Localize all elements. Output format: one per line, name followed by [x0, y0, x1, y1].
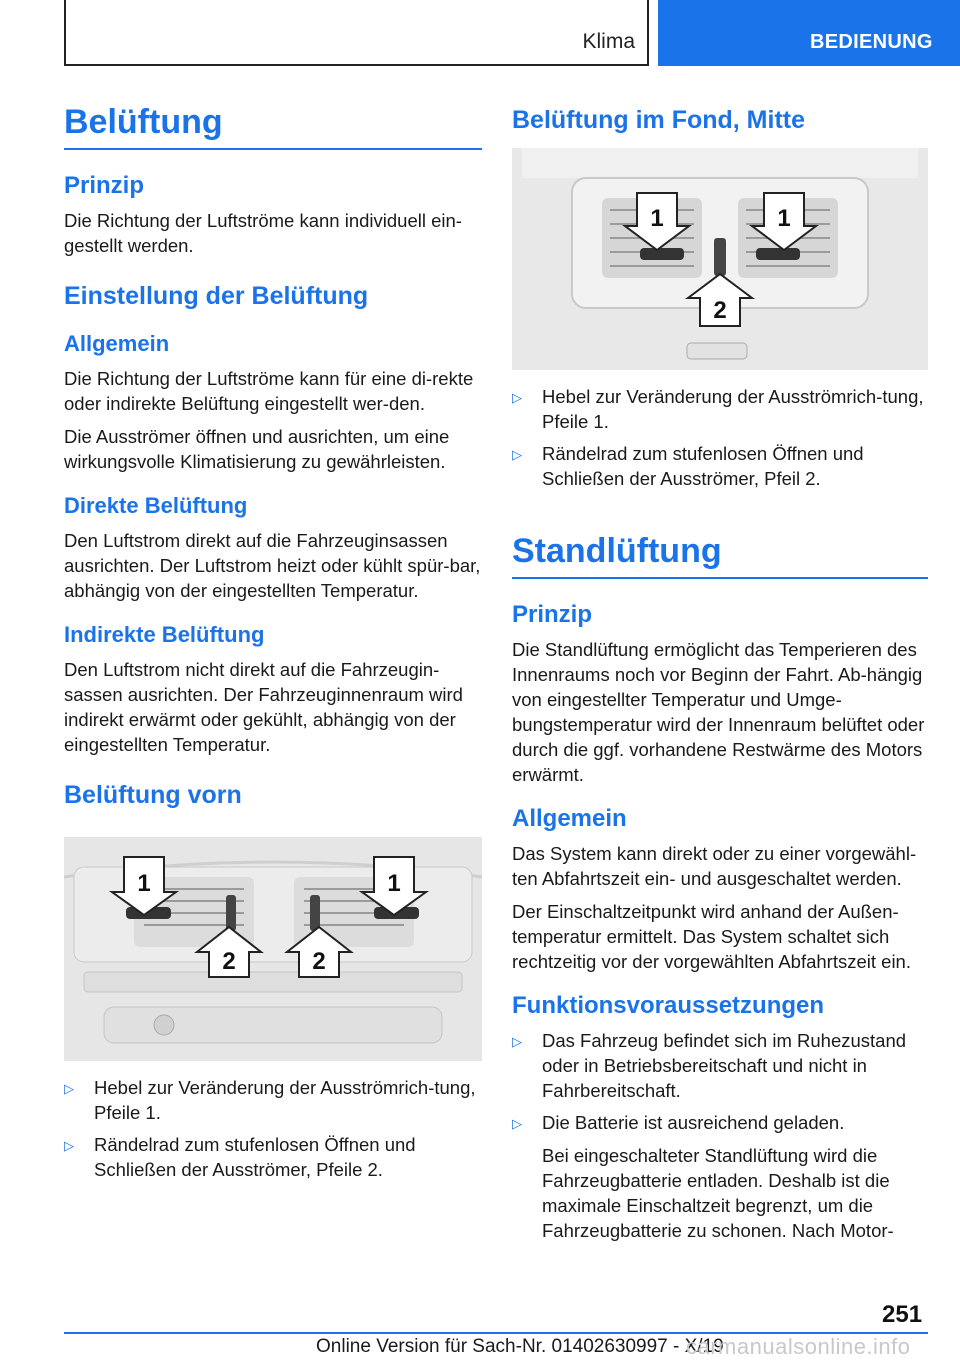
text-direkte: Den Luftstrom direkt auf die Fahrzeuginsassen ausrichten. Der Luftstrom heizt oder kühlt spür-bar, abhängig von der eingestellten Temperatur.	[64, 530, 481, 601]
heading-direkte: Direkte Belüftung	[64, 493, 248, 518]
label-2-right: 2	[312, 948, 326, 975]
rear-right-lever	[756, 248, 800, 260]
heading-funktionsvoraussetzungen: Funktionsvoraussetzungen	[512, 992, 825, 1019]
list-item: ▷ Rändelrad zum stufenlosen Öffnen und Schließen der Ausströmer, Pfeil 2.	[512, 443, 864, 489]
triangle-bullet-icon: ▷	[512, 390, 522, 405]
list-item: ▷ Rändelrad zum stufenlosen Öffnen und Schließen der Ausströmer, Pfeile 2.	[64, 1134, 416, 1180]
front-vent-legend	[64, 1075, 482, 1182]
list-item: ▷ Die Batterie ist ausreichend geladen. Bei eingeschalteter Standlüftung wird die Fahrzeugbatterie entladen. Deshalb ist die maximale Einschaltzeit begrenzt, um die Fahrzeugbatterie zu schonen. Nach Motor-	[512, 1110, 928, 1243]
list-item: ▷ Das Fahrzeug befindet sich im Ruhezustand oder in Betriebsbereitschaft und nicht in Fahrbereitschaft.	[512, 1030, 907, 1101]
left-column	[64, 100, 482, 1182]
front-dashboard-vents-illustration	[64, 837, 482, 1061]
list-item: ▷ Hebel zur Veränderung der Ausströmrich-tung, Pfeile 1.	[512, 386, 924, 432]
header-chapter-tab[interactable]: BEDIENUNG	[658, 0, 960, 66]
heading-prinzip-stand: Prinzip	[512, 601, 593, 628]
right-column	[512, 100, 928, 1243]
front-right-thumbwheel	[310, 895, 320, 931]
heading-allgemein: Allgemein	[64, 331, 170, 356]
footer-online-version: Online Version für Sach-Nr. 01402630997 - X/19	[316, 1336, 724, 1357]
rear-left-lever	[640, 248, 684, 260]
figure-front-vents	[64, 837, 482, 1061]
label-1-right: 1	[387, 870, 401, 897]
text-funktion-sub: Bei eingeschalteter Standlüftung wird die Fahrzeugbatterie entladen. Deshalb ist die maximale Einschaltzeit begrenzt, um die Fahrzeugbatterie zu schonen. Nach Motor-	[542, 1145, 894, 1241]
rear-label-1-right: 1	[777, 205, 791, 232]
heading-belueftung: Belüftung	[64, 100, 482, 150]
label-1-left: 1	[137, 870, 151, 897]
header-section-title: Klima	[582, 30, 635, 53]
text-prinzip: Die Richtung der Luftströme kann individuell ein-gestellt werden.	[64, 210, 462, 256]
triangle-bullet-icon: ▷	[64, 1138, 74, 1153]
header-section-box	[64, 0, 649, 66]
heading-vorn: Belüftung vorn	[64, 781, 242, 809]
text-allgemein-1: Die Richtung der Luftströme kann für eine di-rekte oder indirekte Belüftung eingestellt wer-den.	[64, 368, 474, 414]
front-left-thumbwheel	[226, 895, 236, 931]
rear-vent-legend	[512, 384, 928, 491]
footer-watermark: carmanualsonline.info	[686, 1334, 911, 1359]
heading-allgemein-stand: Allgemein	[512, 805, 627, 832]
heading-fond-mitte: Belüftung im Fond, Mitte	[512, 106, 806, 134]
text-allgemein-2: Die Ausströmer öffnen und ausrichten, um eine wirkungsvolle Klimatisierung zu gewährleisten.	[64, 426, 450, 472]
triangle-bullet-icon: ▷	[64, 1081, 74, 1096]
figure-rear-vents	[512, 148, 928, 370]
text-allgemein-stand-2: Der Einschaltzeitpunkt wird anhand der Außen-temperatur ermittelt. Das System schaltet sich rechtzeitig vor der vorgewählten Abfahrtszeit ein.	[512, 901, 911, 972]
list-item: ▷ Hebel zur Veränderung der Ausströmrich-tung, Pfeile 1.	[64, 1077, 476, 1123]
triangle-bullet-icon: ▷	[512, 447, 522, 462]
heading-prinzip: Prinzip	[64, 172, 145, 199]
text-allgemein-stand-1: Das System kann direkt oder zu einer vorgewähl-ten Abfahrtszeit ein- und ausgeschaltet werden.	[512, 843, 917, 889]
text-indirekte: Den Luftstrom nicht direkt auf die Fahrzeugin-sassen ausrichten. Der Fahrzeuginnenraum wird indirekt erwärmt oder gekühlt, abhängig von der eingestellten Temperatur.	[64, 659, 463, 755]
label-2-left: 2	[222, 948, 236, 975]
rear-thumbwheel	[714, 238, 726, 276]
text-prinzip-stand: Die Standlüftung ermöglicht das Temperieren des Innenraums noch vor Beginn der Fahrt. Ab-hängig von eingestellter Temperatur und Umge-bungstemperatur wird der Innenraum belüftet oder durch die ggf. vorhandene Restwärme des Motors erwärmt.	[512, 639, 925, 785]
funktion-list	[512, 1028, 928, 1243]
heading-einstellung: Einstellung der Belüftung	[64, 282, 369, 310]
rear-center-vents-illustration	[512, 148, 928, 370]
rear-label-1-left: 1	[650, 205, 664, 232]
page-number: 251	[882, 1301, 923, 1328]
heading-indirekte: Indirekte Belüftung	[64, 622, 265, 647]
triangle-bullet-icon: ▷	[512, 1116, 522, 1131]
rear-label-2: 2	[713, 297, 727, 324]
heading-standlueftung: Standlüftung	[512, 529, 928, 579]
triangle-bullet-icon: ▷	[512, 1034, 522, 1049]
